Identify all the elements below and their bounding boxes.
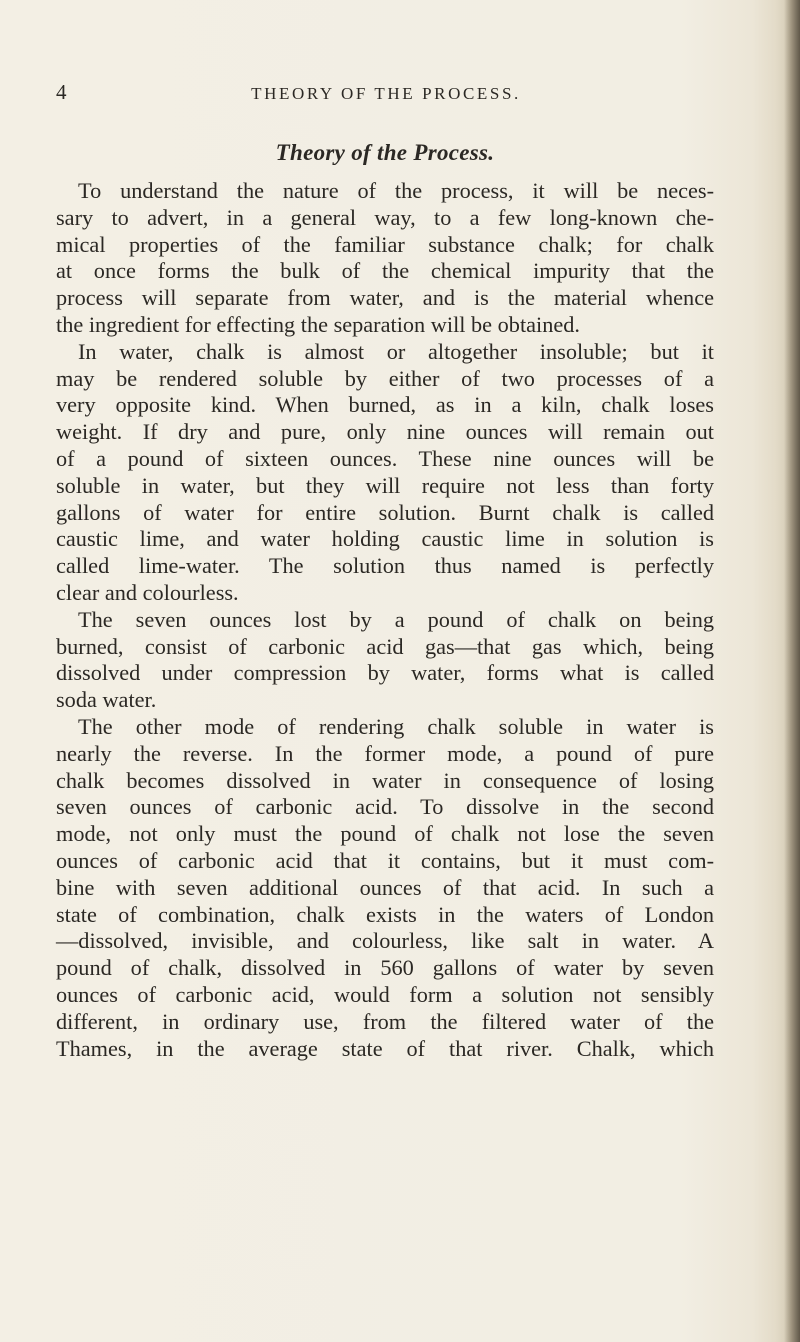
text-line: of a pound of sixteen ounces. These nine ounces will be — [56, 445, 714, 471]
text-line: chalk becomes dissolved in water in consequence of losing — [56, 767, 714, 793]
text-line: mical properties of the familiar substance chalk; for chalk — [56, 231, 714, 257]
text-line: process will separate from water, and is the material whence — [56, 285, 714, 311]
running-head — [56, 80, 716, 108]
page-edge-shadow — [784, 0, 800, 1342]
text-line: mode, not only must the pound of chalk not lose the seven — [56, 821, 714, 847]
text-line: The seven ounces lost by a pound of chalk on being — [78, 606, 714, 632]
text-line: different, in ordinary use, from the filtered water of the — [56, 1008, 714, 1034]
page-number: 4 — [56, 80, 67, 104]
text-line: clear and colourless. — [56, 579, 239, 605]
text-line: seven ounces of carbonic acid. To dissolve in the second — [56, 794, 714, 820]
text-line: the ingredient for effecting the separation will be obtained. — [56, 311, 580, 337]
text-line: at once forms the bulk of the chemical impurity that the — [56, 258, 714, 284]
page-body — [56, 136, 714, 1062]
text-line: may be rendered soluble by either of two processes of a — [56, 365, 714, 391]
text-line: The other mode of rendering chalk soluble in water is — [78, 713, 714, 739]
text-line: burned, consist of carbonic acid gas—that gas which, being — [56, 633, 714, 659]
text-line: caustic lime, and water holding caustic lime in solution is — [56, 526, 714, 552]
text-line: called lime-water. The solution thus named is perfectly — [56, 553, 714, 579]
text-line: soluble in water, but they will require not less than forty — [56, 472, 714, 498]
text-line: dissolved under compression by water, forms what is called — [56, 660, 714, 686]
text-line: soda water. — [56, 687, 157, 713]
text-line: very opposite kind. When burned, as in a kiln, chalk loses — [56, 392, 714, 418]
text-line: ounces of carbonic acid that it contains, but it must com- — [56, 847, 714, 873]
paragraph-3 — [56, 607, 714, 714]
text-line: gallons of water for entire solution. Burnt chalk is called — [56, 499, 714, 525]
text-line: ounces of carbonic acid, would form a solution not sensibly — [56, 981, 714, 1007]
text-line: nearly the reverse. In the former mode, a pound of pure — [56, 740, 714, 766]
paragraph-4 — [56, 714, 714, 1062]
running-title: THEORY OF THE PROCESS. — [251, 84, 521, 103]
text-line: To understand the nature of the process, it will be neces- — [78, 178, 714, 203]
paragraph-2 — [56, 339, 714, 607]
section-title: Theory of the Process. — [275, 140, 495, 165]
text-line: weight. If dry and pure, only nine ounces will remain out — [56, 419, 714, 445]
text-line: In water, chalk is almost or altogether insoluble; but it — [78, 338, 714, 364]
text-line: —dissolved, invisible, and colourless, like salt in water. A — [56, 928, 714, 954]
text-line: bine with seven additional ounces of that acid. In such a — [56, 874, 714, 900]
text-line: state of combination, chalk exists in the waters of London — [56, 901, 714, 927]
paragraph-1 — [56, 178, 714, 339]
text-line: sary to advert, in a general way, to a few long-known che- — [56, 204, 714, 230]
text-line: Thames, in the average state of that river. Chalk, which — [56, 1035, 714, 1061]
text-line: pound of chalk, dissolved in 560 gallons of water by seven — [56, 955, 714, 981]
